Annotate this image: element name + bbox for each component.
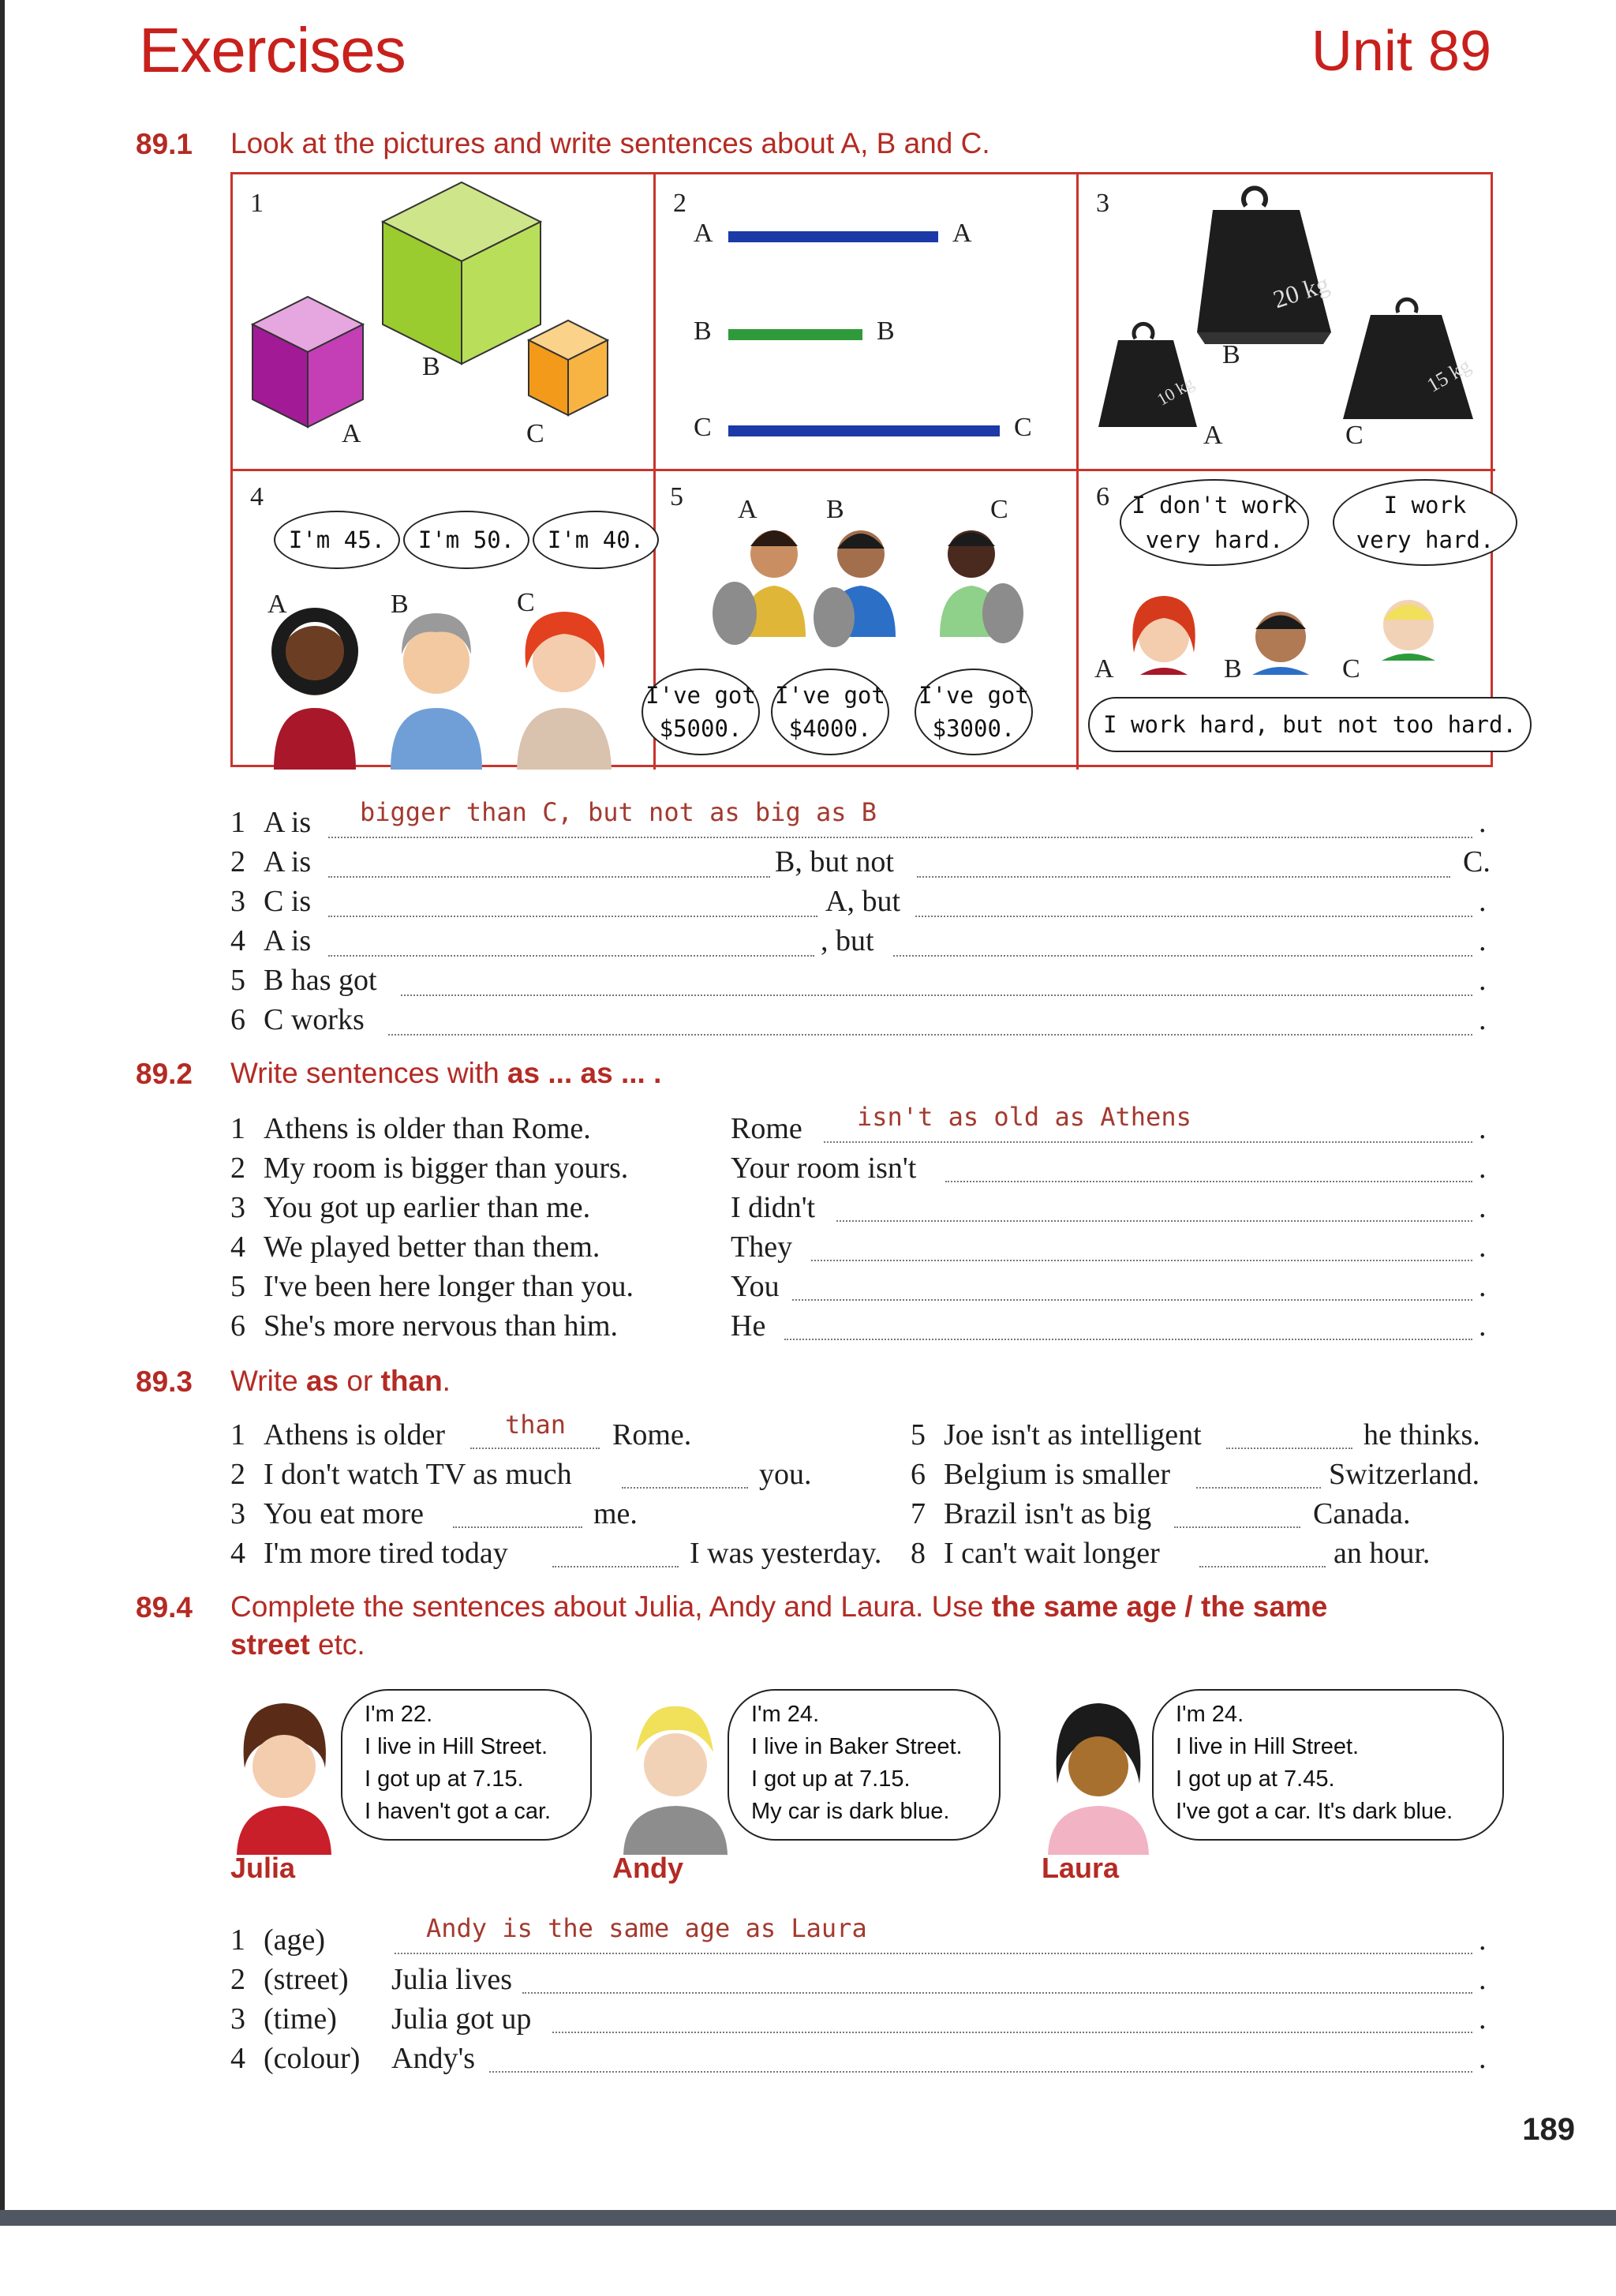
book-spine-edge <box>0 0 5 2210</box>
speech-bubble-c: I'm 40. <box>533 511 659 569</box>
answer-line[interactable] <box>401 994 1472 996</box>
list-item: 1 (age) <box>230 1923 326 1957</box>
list-item: 2 A is <box>230 845 312 878</box>
picture-1-cubes <box>233 174 656 471</box>
answer-line[interactable] <box>622 1487 748 1489</box>
label-c: C <box>517 588 535 617</box>
weight-label-b: 20 kg <box>1270 268 1333 314</box>
speech-bubble-laura: I'm 24. I live in Hill Street. I got up at 7.45. I've got a car. It's dark blue. <box>1152 1689 1504 1841</box>
label-b: B <box>422 352 440 381</box>
answer-line[interactable] <box>784 1339 1472 1340</box>
answer-line[interactable] <box>824 1141 1472 1143</box>
list-item: 6 Belgium is smaller <box>911 1458 1171 1491</box>
picture-3-weights <box>1079 174 1495 471</box>
speech-bubble-a: I've got $5000. <box>642 669 760 755</box>
list-item: 3 You got up earlier than me. <box>230 1191 591 1224</box>
answer-line[interactable] <box>836 1220 1472 1222</box>
label-b: B <box>1222 340 1240 369</box>
speech-bubble-a: I don't work very hard. <box>1120 479 1309 566</box>
weight-label-a: 10 kg <box>1153 373 1198 410</box>
weight-label-c: 15 kg <box>1423 354 1475 397</box>
label-b: B <box>391 590 409 619</box>
list-item: 3 (time) <box>230 2002 337 2036</box>
list-item: 1 Athens is older <box>230 1418 446 1451</box>
label-a: A <box>1203 421 1223 450</box>
label-a-right: A <box>952 219 972 248</box>
answer-line[interactable] <box>1199 1566 1326 1567</box>
andy-illustration <box>612 1697 731 1855</box>
answer-line[interactable] <box>915 916 1472 917</box>
label-b: B <box>1224 654 1242 684</box>
speech-bubble-b: I've got $4000. <box>771 669 889 755</box>
list-item: 2 I don't watch TV as much <box>230 1458 572 1491</box>
label-c-right: C <box>1014 413 1032 442</box>
example-answer: bigger than C, but not as big as B <box>360 797 877 827</box>
exercise-number-89-3: 89.3 <box>136 1365 193 1398</box>
picture-number: 1 <box>250 189 264 218</box>
answer-line[interactable] <box>522 1992 1472 1994</box>
answer-line[interactable] <box>388 1034 1472 1036</box>
speech-bubble-c: I work hard, but not too hard. <box>1088 697 1532 752</box>
list-item: 8 I can't wait longer <box>911 1537 1160 1570</box>
picture-4-ages <box>233 471 656 770</box>
line-a <box>728 231 938 242</box>
picture-grid <box>230 172 1517 767</box>
list-item: 2 My room is bigger than yours. <box>230 1152 629 1185</box>
example-answer: Andy is the same age as Laura <box>426 1913 867 1943</box>
picture-2-lines <box>656 174 1079 471</box>
speech-bubble-julia: I'm 22. I live in Hill Street. I got up at 7.15. I haven't got a car. <box>341 1689 592 1841</box>
exercise-instruction-89-4: Complete the sentences about Julia, Andy and Laura. Use the same age / the same street etc. <box>230 1590 1328 1661</box>
weights-illustration <box>1079 174 1495 471</box>
speech-bubble-andy: I'm 24. I live in Baker Street. I got up at 7.15. My car is dark blue. <box>728 1689 1001 1841</box>
page-number: 189 <box>1522 2112 1575 2147</box>
exercise-instruction-89-2: Write sentences with as ... as ... . <box>230 1057 662 1089</box>
person-andy <box>612 1689 1023 1894</box>
line-c <box>728 425 1000 436</box>
label-c-left: C <box>694 413 712 442</box>
list-item: 6 C works <box>230 1003 365 1036</box>
list-item: 1 A is <box>230 806 312 839</box>
picture-6-work <box>1079 471 1517 770</box>
line-b <box>728 329 862 340</box>
exercise-number-89-1: 89.1 <box>136 128 193 160</box>
person-name: Andy <box>612 1852 683 1884</box>
exercise-number-89-2: 89.2 <box>136 1058 193 1090</box>
list-item: 4 I'm more tired today <box>230 1537 508 1570</box>
list-item: 6 She's more nervous than him. <box>230 1309 619 1343</box>
example-answer: than <box>505 1410 567 1440</box>
picture-number: 2 <box>673 189 686 218</box>
label-b-right: B <box>877 316 895 346</box>
label-a: A <box>342 419 361 448</box>
list-item: 4 We played better than them. <box>230 1230 600 1264</box>
answer-line[interactable] <box>552 2032 1472 2033</box>
answer-line[interactable] <box>893 955 1472 957</box>
speech-bubble-c: I've got $3000. <box>915 669 1033 755</box>
picture-5-money <box>645 471 1079 770</box>
picture-number: 4 <box>250 482 264 511</box>
answer-line[interactable] <box>917 876 1450 878</box>
label-c: C <box>990 495 1008 524</box>
exercise-number-89-4: 89.4 <box>136 1591 193 1624</box>
answer-line[interactable] <box>1196 1487 1321 1489</box>
answer-line[interactable] <box>328 876 770 878</box>
answer-line[interactable] <box>328 837 1472 838</box>
label-a: A <box>267 590 287 619</box>
person-laura <box>1038 1689 1512 1894</box>
answer-line[interactable] <box>945 1181 1472 1182</box>
answer-line[interactable] <box>552 1566 679 1567</box>
person-julia <box>229 1689 608 1894</box>
list-item: 4 A is <box>230 924 312 957</box>
page-bottom-edge <box>0 2210 1616 2226</box>
person-name: Laura <box>1042 1852 1120 1884</box>
list-item: 5 B has got <box>230 964 377 997</box>
picture-number: 3 <box>1096 189 1109 218</box>
list-item: 3 You eat more <box>230 1497 425 1530</box>
list-item: 5 Joe isn't as intelligent <box>911 1418 1202 1451</box>
picture-number: 5 <box>670 482 683 511</box>
label-a: A <box>738 495 758 524</box>
label-c: C <box>1345 421 1364 450</box>
label-b: B <box>826 495 844 524</box>
answer-line[interactable] <box>489 2071 1472 2073</box>
list-item: 7 Brazil isn't as big <box>911 1497 1152 1530</box>
page-title: Exercises <box>139 15 406 85</box>
answer-line[interactable] <box>328 955 814 957</box>
speech-bubble-b: I work very hard. <box>1333 479 1517 566</box>
answer-line[interactable] <box>328 916 817 917</box>
label-c: C <box>526 419 544 448</box>
julia-illustration <box>229 1697 339 1855</box>
answer-line[interactable] <box>792 1299 1472 1301</box>
speech-bubble-a: I'm 45. <box>274 511 400 569</box>
example-answer: isn't as old as Athens <box>857 1102 1191 1132</box>
list-item: 1 Athens is older than Rome. <box>230 1112 591 1145</box>
people-illustration <box>233 471 656 770</box>
list-item: 5 I've been here longer than you. <box>230 1270 634 1303</box>
answer-line[interactable] <box>1226 1448 1352 1449</box>
answer-line[interactable] <box>1174 1526 1300 1528</box>
answer-line[interactable] <box>395 1953 1472 1954</box>
exercise-instruction-89-1: Look at the pictures and write sentences about A, B and C. <box>230 127 990 159</box>
label-b-left: B <box>694 316 712 346</box>
unit-label: Unit 89 <box>1311 20 1491 83</box>
exercise-instruction-89-3: Write as or than. <box>230 1365 451 1397</box>
list-item: 3 C is <box>230 885 312 918</box>
label-a: A <box>1094 654 1114 684</box>
picture-number: 6 <box>1096 482 1109 511</box>
speech-bubble-b: I'm 50. <box>403 511 529 569</box>
list-item: 4 (colour) <box>230 2042 361 2075</box>
person-name: Julia <box>230 1852 296 1884</box>
label-c: C <box>1342 654 1360 684</box>
cubes-illustration <box>233 174 656 471</box>
list-item: 2 (street) <box>230 1963 349 1996</box>
answer-line[interactable] <box>811 1260 1472 1261</box>
label-a-left: A <box>694 219 713 248</box>
answer-line[interactable] <box>453 1526 582 1528</box>
answer-line[interactable] <box>470 1448 600 1449</box>
laura-illustration <box>1038 1697 1157 1855</box>
